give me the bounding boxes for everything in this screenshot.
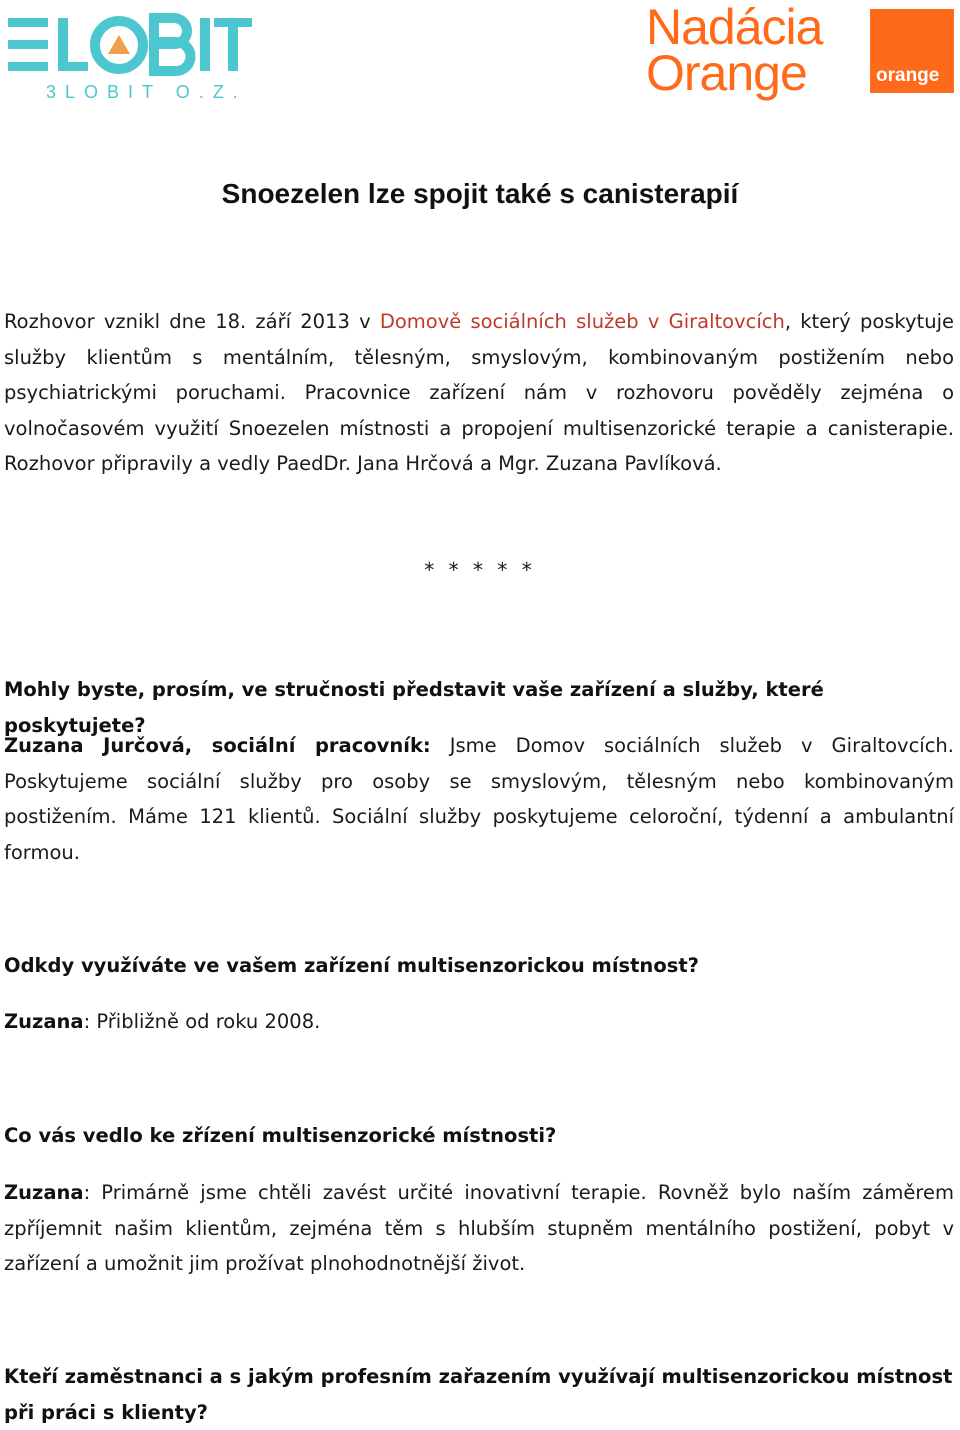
intro-paragraph [4,304,954,482]
section-separator: * * * * * [424,558,536,582]
nadacia-logo-line1: Nadácia [646,0,823,55]
question-3: Co vás vedlo ke zřízení multisenzorické místnosti? [4,1124,557,1147]
elobit-logo [6,12,256,102]
question-2: Odkdy využíváte ve vašem zařízení multisenzorickou místnost? [4,954,699,977]
answer-1 [4,728,954,870]
answer-3 [4,1175,954,1282]
nadacia-logo-line2: Orange [646,45,807,101]
answer-2 [4,1004,954,1040]
question-1: Mohly byste, prosím, ve stručnosti představit vaše zařízení a služby, které poskytujete? [4,678,824,737]
elobit-logo-mark [6,12,256,78]
answer-1-speaker: Zuzana Jurčová, sociální pracovník: [4,734,431,757]
elobit-logo-subtitle: 3LOBIT O.Z. [46,82,247,102]
answer-3-text: : Primárně jsme chtěli zavést určité inovativní terapie. Rovněž bylo naším záměrem zpříjemnit našim klientům, zejména těm s hlubším stupněm mentálního postižení, pobyt v zařízení a umožnit jim prožívat plnohodnotnější život. [4,1181,954,1275]
answer-2-speaker: Zuzana [4,1010,84,1033]
orange-brand-word: orange [876,65,940,86]
intro-text-start: Rozhovor vznikl dne 18. září 2013 v [4,310,380,333]
nadacia-orange-logo [646,0,846,101]
intro-text-end: , který poskytuje služby klientům s mentálním, tělesným, smyslovým, kombinovaným postižením nebo psychiatrickými poruchami. Pracovnice zařízení nám v rozhovoru pověděly zejména o volnočasovém využití Snoezelen místnosti a propojení multisenzorické terapie a canisterapie. Rozhovor připravily a vedly PaedDr. Jana Hrčová a Mgr. Zuzana Pavlíková. [4,310,954,475]
answer-1-text: Jsme Domov sociálních služeb v Giraltovcích. Poskytujeme sociální služby pro osoby se smyslovým, tělesným nebo kombinovaným postižením. Máme 121 klientů. Sociální služby poskytujeme celoroční, týdenní a ambulantní formou. [4,734,954,864]
answer-2-text: : Přibližně od roku 2008. [83,1010,321,1033]
answer-3-speaker: Zuzana [4,1181,84,1204]
question-4: Kteří zaměstnanci a s jakým profesním zařazením využívají multisenzorickou místnost při práci s klienty? [4,1365,953,1424]
orange-brand-logo [870,9,954,93]
institution-link[interactable]: Domově sociálních služeb v Giraltovcích [379,310,785,333]
page-title: Snoezelen lze spojit také s canisterapií [221,178,739,209]
